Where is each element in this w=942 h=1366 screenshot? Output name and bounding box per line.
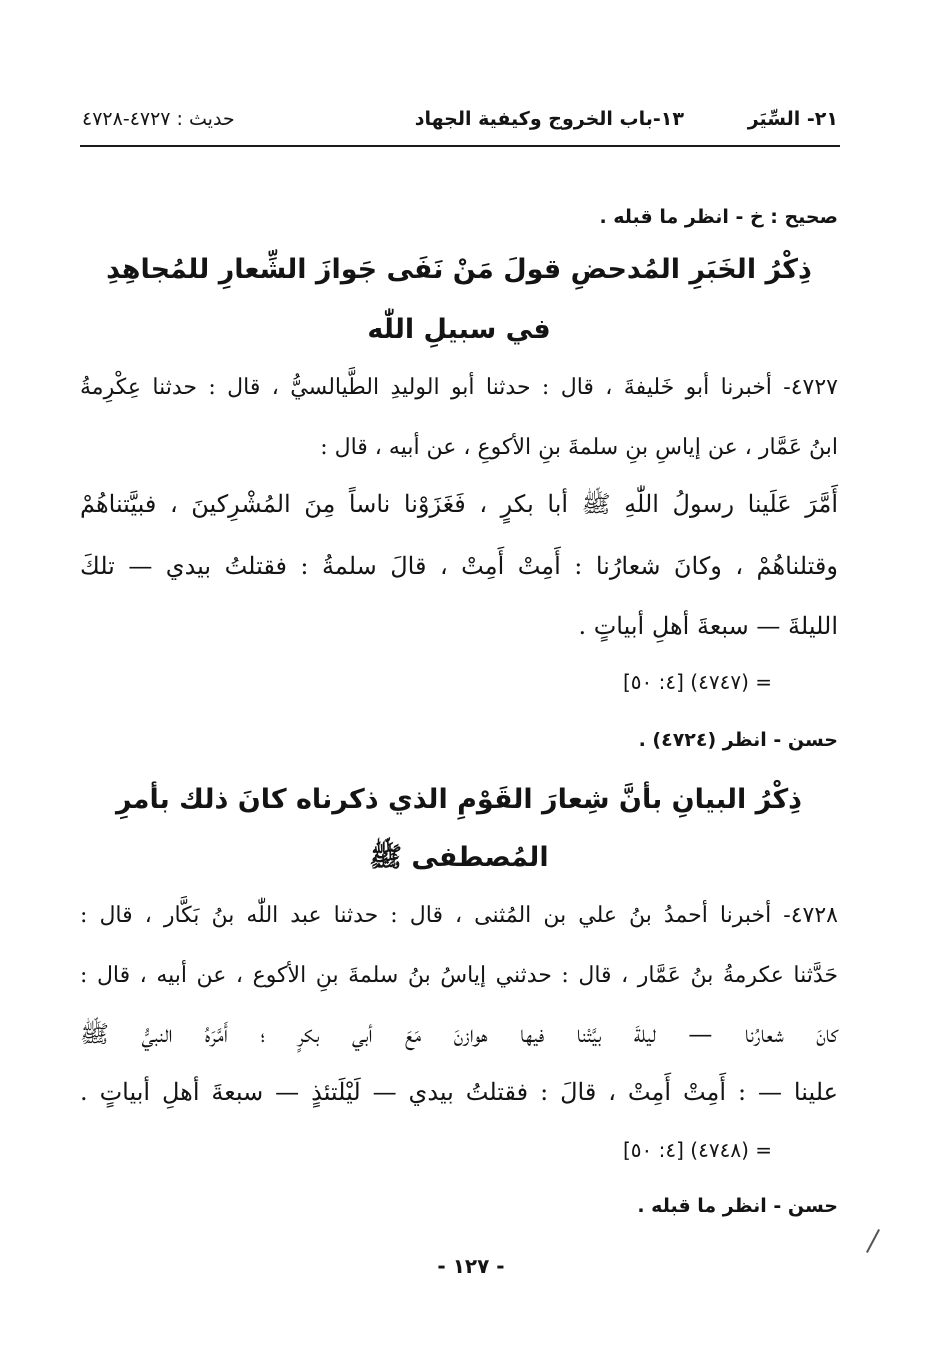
margin-pen-mark — [866, 1229, 880, 1253]
header-chapter: ٢١- السِّيَر — [747, 108, 838, 130]
chapter-title-1-line-1: ذِكْرُ الخَبَرِ المُدحضِ قولَ مَنْ نَفَى جَوازَ الشِّعارِ للمُجاهِدِ — [106, 254, 812, 285]
header-rule — [80, 145, 840, 147]
hadith-4728-matn-line-1: كانَ شعارُنا — ليلةَ بيَّتْنا فيها هوازنَ مَعَ أبي بكرٍ ؛ أَمَّرَهُ النبيُّ ﷺ — [80, 1020, 838, 1048]
chapter-title-2-line-1: ذِكْرُ البيانِ بأنَّ شِعارَ القَوْمِ الذي ذكرناه كانَ ذلك بأمرِ — [115, 784, 803, 815]
page-number: - ١٢٧ - — [437, 1254, 505, 1278]
grade-previous: صحيح : خ - انظر ما قبله . — [599, 206, 838, 228]
hadith-4728-matn-line-2: علينا — : أَمِتْ أَمِتْ ، قالَ : فقتلتُ بيدي — لَيْلَتئذٍ — سبعةَ أهلِ أبياتٍ . — [80, 1078, 838, 1106]
chapter-title-1-line-2: في سبيلِ اللّٰه — [367, 314, 551, 345]
hadith-4727-grade: حسن - انظر (٤٧٢٤) . — [638, 729, 838, 751]
hadith-4727-isnad-line-2: ابنُ عَمَّار ، عن إياسِ بنِ سلمةَ بنِ الأكوعِ ، عن أبيه ، قال : — [320, 435, 838, 460]
hadith-4727-matn-line-2: وقتلناهُمْ ، وكانَ شعارُنا : أَمِتْ أَمِتْ ، قالَ سلمةُ : فقتلتُ بيدي — تلكَ — [80, 552, 838, 580]
header-section: ١٣-باب الخروج وكيفية الجهاد — [414, 108, 684, 130]
hadith-4728-isnad-line-1: ٤٧٢٨- أخبرنا أحمدُ بنُ علي بن المُثنى ، قال : حدثنا عبد اللّٰه بنُ بَكَّار ، قال : — [80, 903, 838, 928]
hadith-4727-matn-line-1: أَمَّرَ عَلَينا رسولُ اللّٰهِ ﷺ أبا بكرٍ ، فَغَزَوْنا ناساً مِنَ المُشْرِكينَ ، فبيَّتناهُمْ — [80, 490, 838, 518]
hadith-4727-reference: = (٤٧٤٧) [٤: ٥٠] — [622, 670, 772, 694]
hadith-4727-matn-line-3: الليلةَ — سبعةَ أهلِ أبياتٍ . — [578, 612, 838, 640]
chapter-title-2-line-2: المُصطفى ﷺ — [369, 842, 549, 873]
hadith-4727-isnad-line-1: ٤٧٢٧- أخبرنا أبو خَليفةَ ، قال : حدثنا أبو الوليدِ الطَّيالسيُّ ، قال : حدثنا عِكْرِمةُ — [80, 375, 838, 400]
header-hadith-range: حديث : ٤٧٢٧-٤٧٢٨ — [82, 108, 235, 130]
hadith-4728-isnad-line-2: حَدَّثنا عكرمةُ بنُ عَمَّار ، قال : حدثني إياسُ بنُ سلمةَ بنِ الأكوع ، عن أبيه ، قال : — [80, 963, 838, 988]
hadith-4728-reference: = (٤٧٤٨) [٤: ٥٠] — [622, 1138, 772, 1162]
hadith-4728-grade: حسن - انظر ما قبله . — [637, 1195, 838, 1217]
